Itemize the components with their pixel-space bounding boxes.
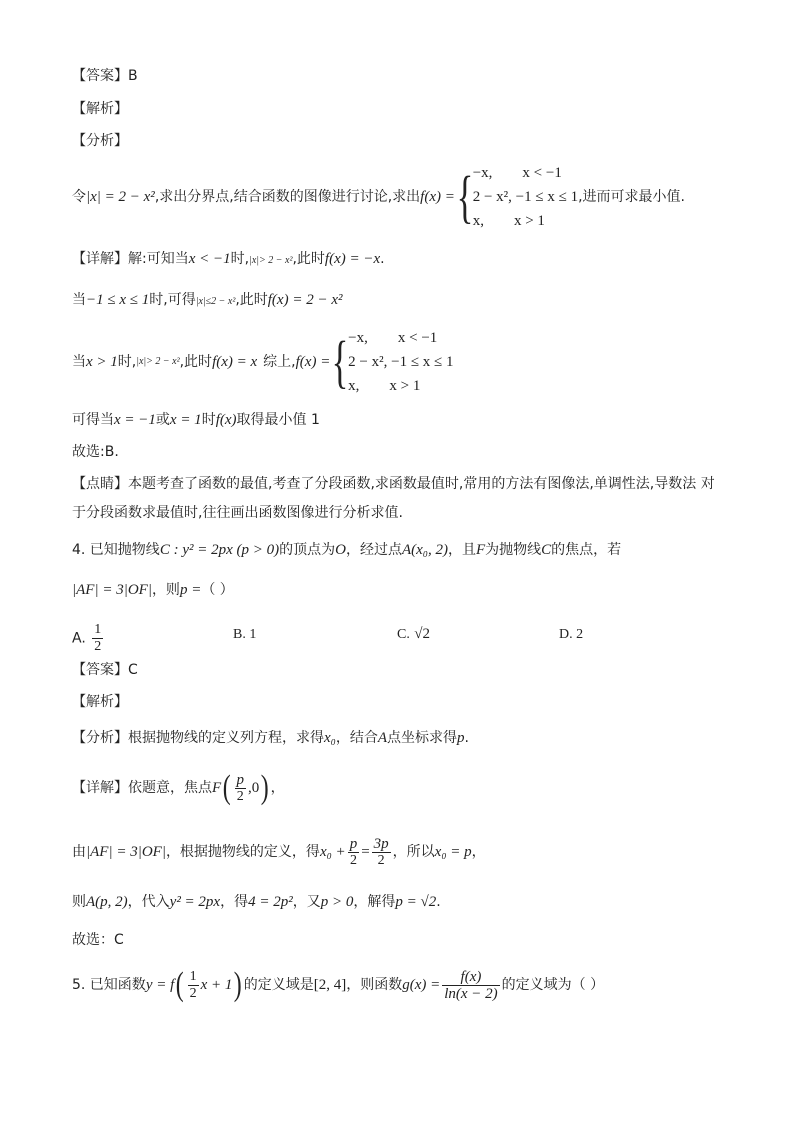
- text: 4. 已知抛物线: [72, 542, 160, 558]
- math: f(x) = −x: [324, 251, 381, 267]
- text: 的焦点，若: [551, 542, 622, 558]
- fenxi-label: 【分析】: [72, 133, 128, 149]
- text: ,此时: [292, 251, 325, 267]
- option-label: C.: [397, 627, 410, 642]
- paren-left: (: [175, 966, 184, 1003]
- case-row: 2 − x², −1 ≤ x ≤ 1: [348, 354, 454, 370]
- text: ，且: [447, 542, 476, 558]
- math: |AF| = 3|OF|: [72, 582, 152, 598]
- math: f(x) =: [295, 354, 331, 370]
- text: 的定义域为（ ）: [501, 977, 605, 993]
- text: 当: [72, 354, 86, 370]
- math: p: [457, 730, 465, 746]
- text: 时,: [230, 251, 250, 267]
- analysis-label: 【解析】: [72, 101, 128, 117]
- text: 时,可得: [149, 292, 196, 308]
- math: =: [361, 844, 370, 860]
- text: ，解得: [353, 894, 396, 910]
- option-d[interactable]: [559, 624, 583, 645]
- text: ，又: [292, 894, 321, 910]
- text: 时,: [117, 354, 137, 370]
- numerator: p: [236, 771, 244, 788]
- paren-right: ): [260, 769, 269, 806]
- text: 【详解】依题意，焦点: [72, 780, 212, 796]
- math: A(x₀, 2): [401, 542, 448, 558]
- text: 【详解】解:可知当: [72, 251, 189, 267]
- case-row: 2 − x², −1 ≤ x ≤ 1: [472, 189, 579, 205]
- text: 时: [201, 412, 216, 428]
- math: x < −1: [188, 251, 231, 267]
- math: A: [377, 730, 388, 746]
- text: ，得: [220, 894, 249, 910]
- answer-label-4: 【答案】C: [72, 662, 138, 678]
- text: ，则函数: [346, 977, 403, 993]
- option-label: D. 2: [559, 627, 584, 642]
- denominator: 2: [377, 852, 385, 868]
- text: 的顶点为: [279, 542, 336, 558]
- numerator: 1: [94, 622, 102, 637]
- detail-line-4-2: [72, 832, 486, 872]
- math: F: [475, 542, 486, 558]
- denominator: 2: [94, 639, 102, 654]
- dianjing-line-1: 【点睛】本题考查了函数的最值,考查了分段函数,求函数最值时,常用的方法有图像法,单调性法,导数法 对: [72, 476, 715, 492]
- case-row: −x, x < −1: [472, 165, 562, 181]
- math: |x|> 2 − x²: [249, 255, 293, 266]
- math: y = f: [145, 977, 175, 993]
- detail-line-4: [72, 410, 320, 430]
- choose-b: 故选:B.: [72, 444, 119, 460]
- text: 为抛物线: [485, 542, 542, 558]
- dianjing-line-2: 于分段函数求最值时,往往画出函数图像进行分析求值.: [72, 505, 403, 521]
- option-b[interactable]: [233, 624, 256, 645]
- math: |x|≤2 − x²: [195, 296, 236, 307]
- option-label: A.: [72, 630, 86, 647]
- math: g(x) =: [402, 977, 441, 993]
- math: p =: [179, 582, 202, 598]
- denominator: 2: [236, 788, 244, 804]
- text: ，经过点: [345, 542, 402, 558]
- brace-symbol: {: [456, 164, 474, 229]
- question-5: [72, 962, 604, 1008]
- numerator: f(x): [442, 969, 499, 986]
- text: ，结合: [335, 730, 378, 746]
- math: C : y² = 2px (p > 0): [159, 542, 280, 558]
- fraction: [442, 969, 499, 1002]
- text: 【分析】根据抛物线的定义列方程，求得: [72, 730, 324, 746]
- math: F: [212, 780, 222, 796]
- text: ，: [270, 780, 285, 796]
- fraction: [235, 772, 247, 805]
- fraction: [348, 836, 360, 869]
- text: ，: [471, 844, 486, 860]
- intro-fx: f(x) =: [420, 189, 455, 205]
- detail-line-2: [72, 290, 342, 312]
- paren-right: ): [234, 966, 243, 1003]
- math: p > 0: [320, 894, 354, 910]
- detail-line-4-3: [72, 892, 441, 912]
- text: 可得当: [72, 412, 114, 428]
- text: ,此时: [179, 354, 213, 370]
- intro-text-c: ,进而可求最小值.: [578, 189, 685, 205]
- fraction: [188, 969, 199, 1002]
- denominator: 2: [189, 985, 197, 1001]
- question-4-line-1: [72, 540, 621, 560]
- fraction: [372, 836, 391, 869]
- math: O: [335, 542, 346, 558]
- numerator: 1: [189, 968, 197, 984]
- answer-label: 【答案】B: [72, 68, 138, 84]
- denominator: 2: [349, 852, 357, 868]
- numerator: p: [349, 835, 358, 852]
- math: x = 1: [169, 412, 202, 428]
- paren-left: (: [222, 769, 231, 806]
- option-c[interactable]: [397, 624, 430, 645]
- fenxi-line-4: [72, 728, 469, 748]
- denominator: ln(x − 2): [444, 985, 498, 1002]
- piecewise-cases-1: [473, 161, 578, 233]
- text: .: [464, 730, 469, 746]
- text: 点坐标求得: [387, 730, 458, 746]
- option-a[interactable]: [72, 622, 105, 655]
- case-row: x, x > 1: [348, 378, 421, 394]
- math: y² = 2px: [169, 894, 221, 910]
- math: f(x) = 2 − x²: [267, 292, 343, 308]
- question-4-line-2: [72, 580, 234, 600]
- math: x₀: [324, 730, 336, 746]
- math: −1 ≤ x ≤ 1: [86, 292, 150, 308]
- text: 则: [72, 894, 86, 910]
- math: f(x): [215, 412, 237, 428]
- text: 的定义域是: [243, 977, 314, 993]
- math: [2, 4]: [313, 977, 347, 993]
- choose-c: 故选：C: [72, 932, 124, 948]
- brace-symbol: {: [331, 329, 349, 394]
- text: .: [436, 894, 441, 910]
- text: ，则: [151, 582, 180, 598]
- text: 或: [155, 412, 170, 428]
- math: C: [541, 542, 552, 558]
- text: 当: [72, 292, 86, 308]
- intro-text-b: ,求出分界点,结合函数的图像进行讨论,求出: [154, 189, 421, 205]
- case-row: x, x > 1: [472, 213, 545, 229]
- detail-line-1: [72, 249, 385, 271]
- math: x₀ = p: [434, 844, 472, 860]
- math: x = −1: [114, 412, 156, 428]
- math: |x|> 2 − x²: [136, 356, 180, 367]
- option-label: B. 1: [233, 627, 257, 642]
- text: .: [380, 251, 385, 267]
- intro-line: [72, 160, 685, 234]
- text: 综上,: [263, 354, 296, 370]
- analysis-label-4: 【解析】: [72, 694, 128, 710]
- detail-line-4-1: [72, 766, 285, 810]
- intro-text-a: 令: [72, 189, 86, 205]
- math: x > 1: [86, 354, 118, 370]
- math: |AF| = 3|OF|: [86, 844, 166, 860]
- fraction: [92, 622, 103, 655]
- math: x₀ +: [319, 844, 346, 860]
- detail-line-3: [72, 326, 454, 398]
- text: ，代入: [127, 894, 170, 910]
- numerator: 3p: [373, 835, 389, 852]
- text: （ ）: [201, 582, 234, 598]
- text: 取得最小值 1: [236, 412, 320, 428]
- math: p = √2: [395, 894, 437, 910]
- piecewise-cases-2: [348, 326, 453, 398]
- text: ，所以: [392, 844, 435, 860]
- math: x + 1: [200, 977, 233, 993]
- text: 由: [72, 844, 86, 860]
- text: 5. 已知函数: [72, 977, 146, 993]
- math: f(x) = x: [212, 354, 258, 370]
- intro-equation: |x| = 2 − x²: [86, 189, 155, 205]
- case-row: −x, x < −1: [348, 330, 438, 346]
- sqrt-value: √2: [414, 626, 431, 642]
- math: A(p, 2): [86, 894, 128, 910]
- math: 4 = 2p²: [248, 894, 293, 910]
- text: ，根据抛物线的定义，得: [165, 844, 320, 860]
- text: ,此时: [235, 292, 268, 308]
- math: ,0: [248, 780, 260, 796]
